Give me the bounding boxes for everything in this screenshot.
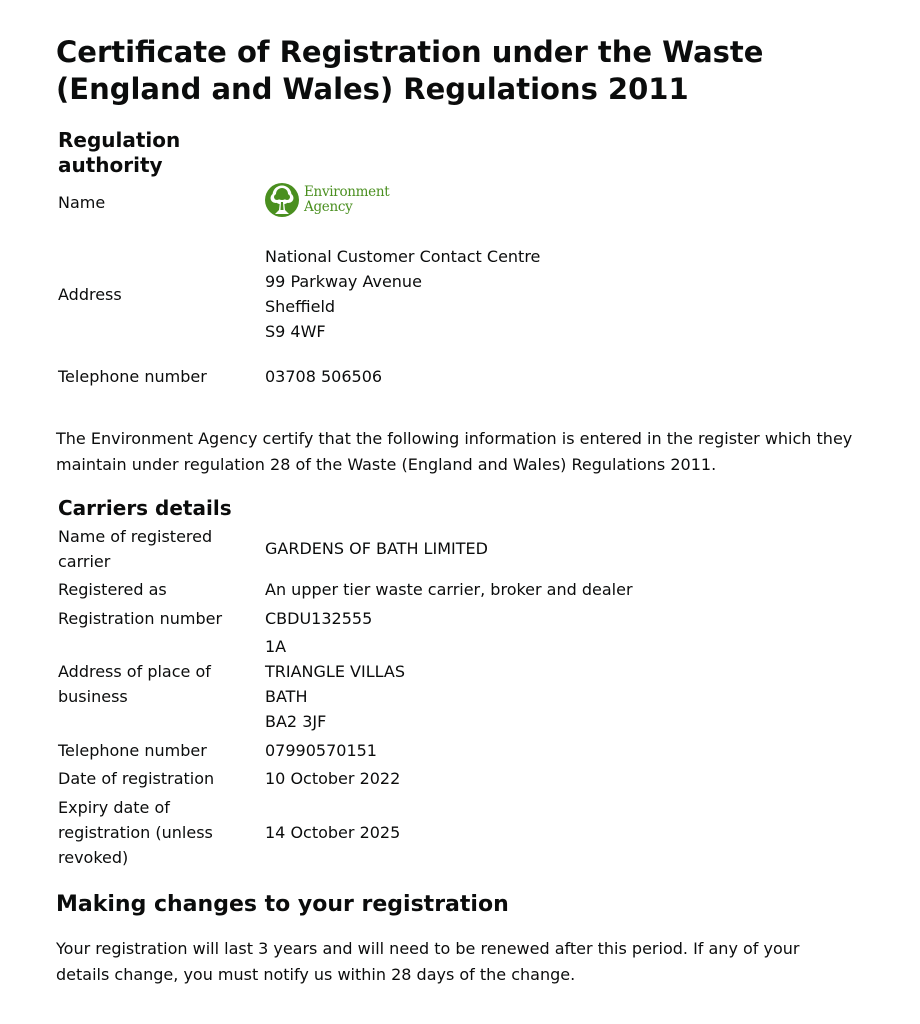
authority-address bbox=[265, 244, 865, 344]
authority-name-label: Name bbox=[58, 193, 106, 212]
carrier-telephone-label: Telephone number bbox=[58, 741, 207, 760]
authority-telephone-label: Telephone number bbox=[58, 367, 207, 386]
business-address-label: Address of place of business bbox=[58, 662, 211, 706]
expiry-date: 14 October 2025 bbox=[265, 823, 401, 842]
tree-logo-icon bbox=[264, 181, 300, 219]
authority-telephone: 03708 506506 bbox=[265, 367, 383, 386]
changes-text: Your registration will last 3 years and will need to be renewed after this period. If any of your details change, you must notify us within 28 days of the change. bbox=[56, 939, 800, 984]
registration-number-label: Registration number bbox=[58, 609, 223, 628]
authority-heading: Regulation authority bbox=[58, 128, 181, 177]
carrier-name: GARDENS OF BATH LIMITED bbox=[265, 539, 488, 558]
address-line: 99 Parkway Avenue bbox=[265, 272, 422, 291]
registration-date-label: Date of registration bbox=[58, 769, 215, 788]
registration-number: CBDU132555 bbox=[265, 609, 373, 628]
logo-text-line: Agency bbox=[304, 199, 353, 215]
carrier-heading: Carriers details bbox=[58, 496, 232, 520]
registration-date: 10 October 2022 bbox=[265, 769, 401, 788]
address-line: Sheffield bbox=[265, 297, 336, 316]
address-line: BATH bbox=[265, 687, 308, 706]
logo-text-line: Environment bbox=[304, 184, 390, 200]
registered-as: An upper tier waste carrier, broker and dealer bbox=[265, 580, 633, 599]
address-line: S9 4WF bbox=[265, 322, 326, 341]
address-line: National Customer Contact Centre bbox=[265, 247, 541, 266]
carrier-name-label: Name of registered carrier bbox=[58, 527, 213, 571]
address-line: BA2 3JF bbox=[265, 712, 327, 731]
expiry-date-label: Expiry date of registration (unless revoked) bbox=[58, 798, 213, 867]
authority-address-label: Address bbox=[58, 285, 122, 304]
changes-heading: Making changes to your registration bbox=[56, 892, 509, 917]
address-line: 1A bbox=[265, 637, 287, 656]
business-address bbox=[265, 634, 865, 734]
address-line: TRIANGLE VILLAS bbox=[265, 662, 405, 681]
registered-as-label: Registered as bbox=[58, 580, 167, 599]
page-title: Certificate of Registration under the Waste (England and Wales) Regulations 2011 bbox=[56, 35, 764, 106]
environment-agency-logo bbox=[264, 180, 389, 220]
carrier-telephone: 07990570151 bbox=[265, 741, 377, 760]
certify-statement: The Environment Agency certify that the following information is entered in the register which they maintain under regulation 28 of the Waste (England and Wales) Regulations 2011. bbox=[56, 429, 853, 474]
